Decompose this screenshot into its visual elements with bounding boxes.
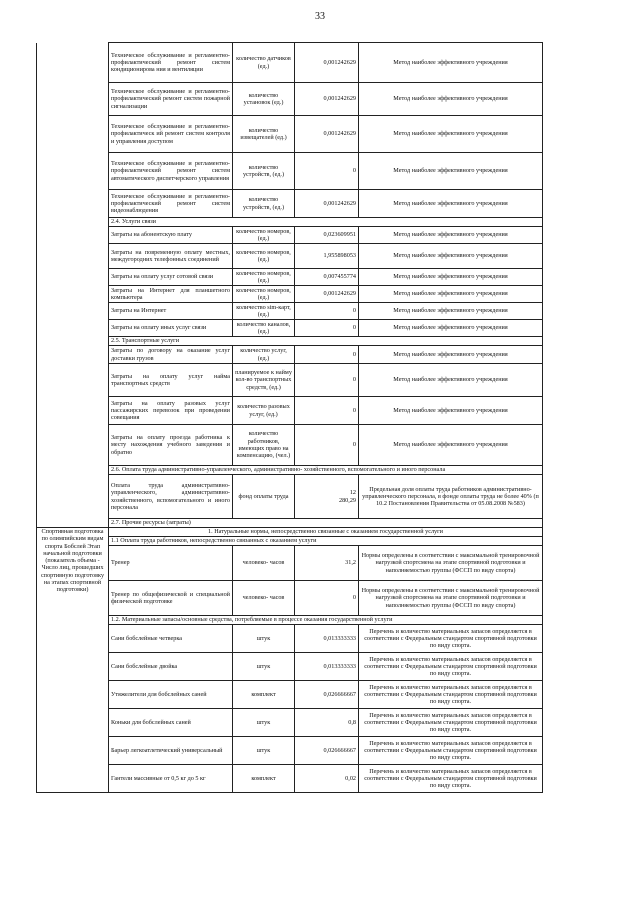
row-value: 0 (295, 581, 359, 616)
section-title: 1.1 Оплата труда работников, непосредственно связанных с оказанием услуги (109, 537, 543, 546)
table-row (37, 269, 543, 286)
row-name: Гантели массивные от 0,5 кг до 5 кг (109, 765, 233, 793)
row-value: 0,001242629 (295, 286, 359, 303)
row-method: Метод наиболее эффективного учреждения (359, 269, 543, 286)
row-unit: количество извещателей (ед.) (233, 116, 295, 153)
norms-table (36, 42, 542, 793)
row-unit: количество устройств, (ед.) (233, 153, 295, 190)
row-name: Техническое обслуживание и регламентно- профилактический ремонт систем автоматического диспетчерского управления (109, 153, 233, 190)
row-method: Метод наиболее эффективного учреждения (359, 153, 543, 190)
row-value: 0,001242629 (295, 190, 359, 218)
row-note: Перечень и количество материальных запасов определяется в соответствии с Федеральным стандартом спортивной подготовки по виду спорта. (359, 709, 543, 737)
row-unit: количество каналов, (ед.) (233, 320, 295, 337)
row-method: Метод наиболее эффективного учреждения (359, 346, 543, 364)
row-unit: количество датчиков (ед.) (233, 43, 295, 83)
section-title: 1.2. Материальные запасы/основные средства, потребляемые в процессе оказания государственной услуги (109, 616, 543, 625)
row-note: Перечень и количество материальных запасов определяется в соответствии с Федеральным стандартом спортивной подготовки по виду спорта. (359, 625, 543, 653)
row-value: 0 (295, 346, 359, 364)
row-name: Затраты на Интернет для планшетного компьютера (109, 286, 233, 303)
table-row (37, 244, 543, 269)
row-value: 0,013333333 (295, 625, 359, 653)
row-unit: фонд оплаты труда (233, 475, 295, 519)
row-unit: количество sim-карт, (ед.) (233, 303, 295, 320)
row-unit: комплект (233, 765, 295, 793)
row-method: Метод наиболее эффективного учреждения (359, 43, 543, 83)
row-value: 0,023609951 (295, 227, 359, 244)
table-row (37, 364, 543, 397)
table-row (37, 43, 543, 83)
row-name: Затраты на оплату проезда работника к месту нахождения учебного заведения и обратно (109, 425, 233, 466)
table-row (37, 425, 543, 466)
row-name: Затраты по договору на оказание услуг доставки грузов (109, 346, 233, 364)
row-value: 1,955898053 (295, 244, 359, 269)
row-name: Утяжелители для бобслейных саней (109, 681, 233, 709)
row-value: 0 (295, 320, 359, 337)
page-number: 33 (315, 11, 325, 22)
row-unit: планируемое к найму кол-во транспортных средств, (ед.) (233, 364, 295, 397)
table-row (37, 653, 543, 681)
table-row (37, 227, 543, 244)
row-value: 0 (295, 397, 359, 425)
table-row (37, 346, 543, 364)
row-value: 0,026666667 (295, 681, 359, 709)
row-unit: количество установок (ед.) (233, 83, 295, 116)
row-name: Затраты на абонентскую плату (109, 227, 233, 244)
row-note: Перечень и количество материальных запасов определяется в соответствии с Федеральным стандартом спортивной подготовки по виду спорта. (359, 681, 543, 709)
section-title: 2.6. Оплата труда административно-управленческого, административно- хозяйственного, вспомогательного и иного персонала (109, 466, 543, 475)
row-method: Метод наиболее эффективного учреждения (359, 83, 543, 116)
row-unit: количество работников, имеющих право на компенсацию, (чел.) (233, 425, 295, 466)
row-name: Затраты на оплату услуг сотовой связи (109, 269, 233, 286)
row-name: Техническое обслуживание и регламентно-профилактический ремонт систем пожарной сигнализации (109, 83, 233, 116)
row-value (295, 475, 359, 519)
row-unit: количество номеров, (ед.) (233, 244, 295, 269)
table-row (37, 153, 543, 190)
row-method: Метод наиболее эффективного учреждения (359, 286, 543, 303)
table-row (37, 475, 543, 519)
service-name: Спортивная подготовка по олимпийским видам спорта Бобслей Этап начальной подготовки (показатель объема - Число лиц, прошедших спортивную подготовку на этапах спортивной подготовки) (40, 528, 105, 594)
row-value-b: 280,29 (338, 496, 356, 504)
row-method: Метод наиболее эффективного учреждения (359, 116, 543, 153)
table-row (37, 546, 543, 581)
row-unit: штук (233, 737, 295, 765)
row-name: Тренер по общефизической и специальной физической подготовке (109, 581, 233, 616)
row-unit: комплект (233, 681, 295, 709)
row-unit: количество устройств, (ед.) (233, 190, 295, 218)
row-name: Оплата труда административно-управленческого, административно-хозяйственного, вспомогательного и иного персонала (109, 475, 233, 519)
row-name: Затраты на оплату иных услуг связи (109, 320, 233, 337)
row-value: 0 (295, 364, 359, 397)
row-name: Тренер (109, 546, 233, 581)
row-note: Перечень и количество материальных запасов определяется в соответствии с Федеральным стандартом спортивной подготовки по виду спорта. (359, 765, 543, 793)
section-title: 1. Натуральные нормы, непосредственно связанные с оказанием государственной услуги (109, 528, 543, 537)
table-row (37, 625, 543, 653)
row-value: 0,007455774 (295, 269, 359, 286)
table-row (37, 681, 543, 709)
row-unit: штук (233, 625, 295, 653)
row-value: 0,8 (295, 709, 359, 737)
row-value: 0,001242629 (295, 43, 359, 83)
row-name: Затраты на Интернет (109, 303, 233, 320)
row-method: Метод наиболее эффективного учреждения (359, 303, 543, 320)
section-row (37, 466, 543, 475)
section-row (37, 537, 543, 546)
row-method: Метод наиболее эффективного учреждения (359, 364, 543, 397)
row-name: Затраты на оплату разовых услуг пассажирских перевозок при проведении совещания (109, 397, 233, 425)
row-note: Перечень и количество материальных запасов определяется в соответствии с Федеральным стандартом спортивной подготовки по виду спорта. (359, 737, 543, 765)
table-row (37, 190, 543, 218)
table-row (37, 737, 543, 765)
table-row (37, 765, 543, 793)
table-row (37, 303, 543, 320)
section-title: 2.5. Транспортные услуги (109, 337, 543, 346)
row-unit: штук (233, 653, 295, 681)
row-name: Затраты на оплату услуг найма транспортных средств (109, 364, 233, 397)
section-row (37, 218, 543, 227)
row-unit: человеко- часов (233, 581, 295, 616)
row-name: Техническое обслуживание и регламентно- профилактический ремонт систем кондиционирова ния и вентиляции (109, 43, 233, 83)
row-name: Техническое обслуживание и регламентно- профилактическ ий ремонт систем контроля и управления доступом (109, 116, 233, 153)
section-title: 2.7. Прочие ресурсы (затраты) (109, 519, 543, 528)
row-value: 0,001242629 (295, 83, 359, 116)
row-name: Сани бобслейные двойка (109, 653, 233, 681)
row-name: Коньки для бобслейных саней (109, 709, 233, 737)
row-unit: человеко- часов (233, 546, 295, 581)
row-unit: количество разовых услуг, (ед.) (233, 397, 295, 425)
row-method: Метод наиболее эффективного учреждения (359, 397, 543, 425)
table-row (37, 286, 543, 303)
row-method: Метод наиболее эффективного учреждения (359, 320, 543, 337)
row-value: 0,013333333 (295, 653, 359, 681)
table-row (37, 581, 543, 616)
row-note: Нормы определены в соответствии с максимальной тренировочной нагрузкой спортсмена на этапе спортивной подготовки и наполняемостью группы (ФССП по виду спорта) (359, 546, 543, 581)
row-note: Нормы определены в соответствии с максимальной тренировочной нагрузкой спортсмена на этапе спортивной подготовки и наполняемостью группы (ФССП по виду спорта) (359, 581, 543, 616)
section-row (37, 528, 543, 537)
row-unit: количество номеров, (ед.) (233, 286, 295, 303)
section-row (37, 616, 543, 625)
row-value: 0 (295, 303, 359, 320)
row-name: Техническое обслуживание и регламентно- профилактический ремонт систем видеонаблюдения (109, 190, 233, 218)
table-row (37, 320, 543, 337)
row-note: Перечень и количество материальных запасов определяется в соответствии с Федеральным стандартом спортивной подготовки по виду спорта. (359, 653, 543, 681)
row-value: 0 (295, 153, 359, 190)
row-value: 0 (295, 425, 359, 466)
row-method: Метод наиболее эффективного учреждения (359, 227, 543, 244)
table-row (37, 83, 543, 116)
service-name-cell (37, 528, 109, 793)
row-name: Сани бобслейные четверка (109, 625, 233, 653)
row-method: Метод наиболее эффективного учреждения (359, 425, 543, 466)
row-method: Метод наиболее эффективного учреждения (359, 190, 543, 218)
left-empty-cell (37, 43, 109, 528)
table-row (37, 116, 543, 153)
row-name: Барьер легкоатлетический универсальный (109, 737, 233, 765)
row-unit: количество номеров, (ед.) (233, 227, 295, 244)
section-row (37, 337, 543, 346)
row-value: 31,2 (295, 546, 359, 581)
table-row (37, 709, 543, 737)
section-title: 2.4. Услуги связи (109, 218, 543, 227)
row-value-a: 12 (349, 489, 356, 497)
row-name: Затраты на повременную оплату местных, междугородних телефонных соединений (109, 244, 233, 269)
row-unit: количество услуг, (ед.) (233, 346, 295, 364)
row-note: Предельная доля оплаты труда работников административно- управленческого персонала, в фонде оплаты труда не более 40% (п 10.2 Постановления Правительства от 05.08.2008 №583) (359, 475, 543, 519)
row-value: 0,02 (295, 765, 359, 793)
row-unit: штук (233, 709, 295, 737)
row-value: 0,001242629 (295, 116, 359, 153)
row-method: Метод наиболее эффективного учреждения (359, 244, 543, 269)
row-unit: количество номеров, (ед.) (233, 269, 295, 286)
row-value: 0,026666667 (295, 737, 359, 765)
table-row (37, 397, 543, 425)
